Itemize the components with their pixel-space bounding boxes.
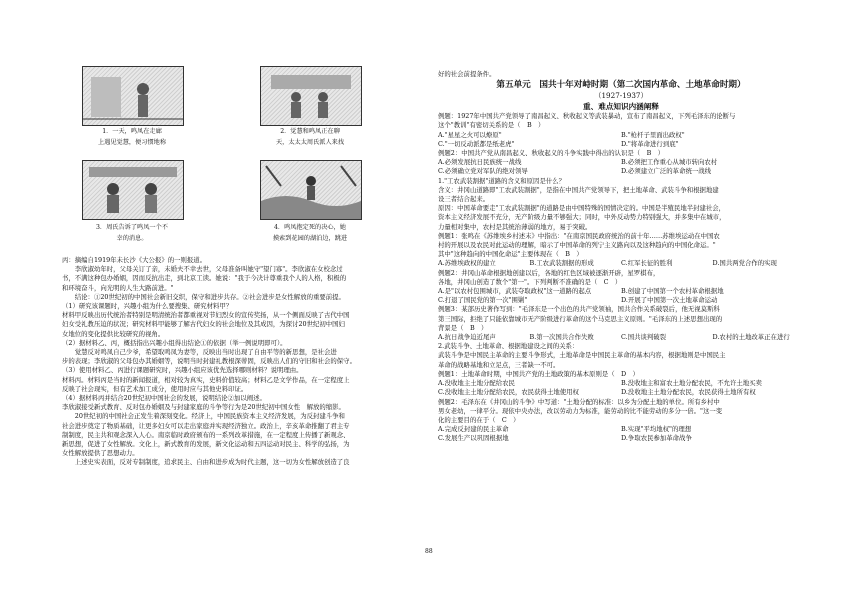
option: D."将革命进行到底" (621, 139, 679, 148)
left-line-16: 李欣淑接受新式教育、反对包办婚姻及与封建家庭的斗争等行为是20世纪初中国女性 解放的缩影。 (62, 403, 345, 412)
option: B.没收地主和富农土地分配农民，不允许土地买卖 (621, 379, 762, 388)
right-line-11: 其中"这种趋向的中国化命运"主要体现在（ B ） (438, 250, 583, 259)
unit-title: 第五单元 国共十年对峙时期（第二次国内革命、土地革命时期） (496, 80, 746, 91)
right-line-0: 例题：1927年中国共产党领导了南昌起义、秋收起义等武装暴动，宣布了南昌起义，下列毛泽东的论断与 (438, 112, 736, 121)
left-line-2: 书，不满这种包办婚姻，因而反抗出走，到北京工读。她说："我于今决计尊重我个人的人格，积极的 (62, 274, 347, 283)
option: A.是"以农村包围城市，武装夺取政权"这一道路的起点 (438, 287, 592, 296)
unit-years: （1927-1937） (594, 91, 648, 101)
left-line-10: 觉慧反对鸣凤自己少爷，希望取鸣凤为妻等，反映出当时出现了自由平等的新思想，是社会进 (62, 348, 337, 357)
option: C.必须确立党对军队的绝对领导 (438, 167, 528, 176)
left-line-22: 上述史实表面，反对专制制度，追求民主、自由和进步成为时代主题，这一切为女性解放创造了良 (62, 458, 350, 467)
option: C.发展生产以巩固根据地 (438, 434, 509, 443)
caption-2: 2．觉慧和鸣凤正在聊 天，太太太周氏派人来找 (275, 128, 345, 146)
option: A.必须发展抗日民族统一战线 (438, 158, 522, 167)
option-row (438, 379, 804, 388)
right-line-15: 第三国际，拒绝了只能依靠城市无产阶级进行革命的这个马克思主义原则。"毛泽东的上述思想出现的 (438, 314, 723, 323)
right-line-22: 男女老幼，一律平分。现依中央办法，改以劳动力为标准，能劳动的比不能劳动的多分一倍。"这一变 (438, 406, 723, 415)
left-line-20: 新思想，促进了女性解放。文化上，新式教育的发展，新文化运动和五四运动对民主、科学的弘扬，为 (62, 440, 350, 449)
option: A.完成反封建的民主革命 (438, 425, 509, 434)
option: A.没收地主土地分配给农民 (438, 379, 515, 388)
option: D.争取农民参加革命战争 (621, 434, 692, 443)
right-line-2: 例题2：中国共产党从南昌起义、秋收起义的斗争实践中得出的认识是（ B ） (438, 149, 665, 158)
right-line-13: 各地，井冈山创造了数个"第一"。下列判断不准确的是（ C ） (438, 277, 622, 286)
option: A.苏维埃政权的建立 (438, 259, 496, 268)
left-line-14: 反映了社会现实，但有艺术加工成分，使用时应与其他史料印证。 (62, 384, 248, 393)
option: C.没收地主土地分配给农民，农民获得土地使用权 (438, 388, 579, 397)
left-line-1: 李欣淑幼年时，父母关订了亲，未婚夫不幸去世，父母准备叫她守"望门寡"。李欣淑在女校念过 (62, 265, 343, 274)
option-row (438, 388, 804, 397)
left-line-6: 材料甲反映出历代统治者特别是明清统治者都重视对节妇烈女的宣传奖扬，从一个侧面反映了古代中国 (62, 311, 350, 320)
right-line-5: 设三者结合起来。 (438, 195, 490, 204)
right-line-17: 2.武装斗争、土地革命、根据地建设之间的关系： (438, 342, 579, 351)
option-row (438, 167, 804, 176)
right-line-18: 武装斗争是中国民主革命的主要斗争形式，土地革命是中国民主革命的基本内容，根据地则是中国民主 (438, 351, 726, 360)
option: B.创建了中国第一个农村革命根据地 (621, 287, 724, 296)
caption-1: 1．一天，鸣凤在走廊 上遇见觉慧，便习惯地称 (97, 128, 167, 146)
left-line-18: 社会进步奠定了物质基础，让更多妇女可以走出家庭并实现经济独立。政治上，辛亥革命推翻了君主专 (62, 421, 350, 430)
right-line-19: 革命的战略基地和立足点，三者缺一不可。 (438, 360, 560, 369)
right-text (438, 112, 804, 443)
right-line-12: 例题2：井冈山革命根据地创建以后，各地的红色区域被逐渐开辟，星罗棋布， (438, 268, 660, 277)
left-line-9: （2）据材料乙、丙，概括指出兴趣小组得出结论①的依据（举一例说明即可）。 (62, 338, 287, 347)
section-title: 重、难点知识内涵阐释 (583, 102, 659, 112)
option: B."枪杆子里面出政权" (621, 130, 685, 139)
left-line-3: 和环境奋斗，向光明的人生大路前进。" (62, 283, 174, 292)
right-line-4: 含义：井冈山道路即"工农武装割据"，是指在中国共产党领导下，把土地革命、武装斗争和根据地建 (438, 185, 719, 194)
caption-4: 4．鸣凤抱定死的决心，她 摸索到花园的湖泊边，跳进 (272, 224, 348, 242)
option-row (438, 434, 804, 443)
option-row (438, 425, 804, 434)
option-row (438, 287, 804, 296)
left-line-19: 制制度，民主共和观念深入人心。南京临时政府颁布的一系列改革措施，在一定程度上传播了新观念、 (62, 430, 350, 439)
option: C."一切反动派都是纸老虎" (438, 139, 515, 148)
option: A."星星之火可以燎原" (438, 130, 502, 139)
option: D.没收地主土地分配农民，农民获得土地所有权 (621, 388, 756, 397)
right-line-1: 这个"教训"有密切关系的是（ B ） (438, 121, 545, 130)
page-number: 88 (425, 548, 433, 555)
left-line-5: （1）研究该课题时，兴趣小组为什么要搜集、研究材料甲？ (62, 302, 233, 311)
option-row (438, 333, 804, 342)
right-line-21: 例题2：毛泽东在《井冈山的斗争》中写道："土地分配的标准：以乡为分配土地的单位。所有乡村中 (438, 397, 720, 406)
illustration-1 (82, 66, 184, 126)
option: D.开展了中国第一次土地革命运动 (621, 296, 718, 305)
option: C.国共谈判破裂 (621, 333, 667, 342)
right-line-6: 原因：中国革命要走"工农武装割据"的道路是由中国特殊的国情决定的。中国是半殖民地半封建社会， (438, 204, 726, 213)
illustration-4 (260, 160, 362, 220)
option: A.抗日战争迫近尾声 (438, 333, 496, 342)
option: D.农村的土地改革正在进行 (712, 333, 790, 342)
left-text (62, 256, 429, 468)
left-line-0: 丙：摘编自1919年未长沙《大公报》的一则报道。 (62, 256, 207, 264)
right-column (438, 70, 804, 444)
option: B.第一次国共合作失败 (529, 333, 594, 342)
left-line-11: 步的表现；李欣淑的父母包办其婚姻等，说明当时封建礼教根深蒂固，反映出人们的守旧和社会的保守。 (62, 357, 356, 366)
left-line-12: （3）使用材料乙、丙进行课题研究时，兴趣小组应该优先选择哪则材料？说明理由。 (62, 366, 303, 375)
right-line-16: 背景是（ B ） (438, 323, 488, 332)
right-line-14: 例题3：某部历史著作写到："毛泽东是一个出色的共产党领袖，国共合作关系破裂后，他无视莫斯科 (438, 305, 720, 314)
right-line-23: 化的主要目的在于（ C ） (438, 415, 520, 424)
option-row (438, 131, 804, 140)
illustration-2 (260, 66, 362, 126)
left-line-13: 材料丙。材料丙是当时的新闻报道，相对较为真实，史料价值较高；材料乙是文学作品，在一定程度上 (62, 375, 350, 384)
left-line-15: （4）据材料丙并结合20世纪初中国社会的发展，说明结论②加以阐述。 (62, 394, 266, 403)
left-line-17: 20世纪初的中国社会正发生着深刻变化。经济上，中国民族资本主义经济发展，为反封建斗争和 (62, 412, 345, 421)
option: C.红军长征的胜利 (621, 259, 673, 268)
option: B.实现"平均地权"的理想 (621, 425, 692, 434)
option-row (438, 259, 804, 268)
left-line-8: 女地位的变化提供比较研究的视角。 (62, 329, 165, 338)
right-line-9: 例题1：张鸣在《苏维埃乡村述末》中指出："在南京国民政府统治的前十年……苏维埃运动在中国农 (438, 231, 720, 240)
lead-line: 好的社会前提条件。 (438, 70, 496, 78)
option-row (438, 140, 804, 149)
right-line-20: 例题1：土地革命时期，中国共产党的土地政策的基本原则是（ D ） (438, 369, 639, 378)
left-column (62, 62, 429, 468)
illustration-3 (82, 160, 184, 220)
option: D.必须建立广泛的革命统一战线 (621, 167, 712, 176)
left-line-21: 女性解放提供了思想动力。 (62, 449, 139, 458)
option: C.打退了国民党的第一次"围剿" (438, 296, 528, 305)
right-line-7: 资本主义经济发展不充分，无产阶级力量不够强大；同时，中外反动势力特别强大，并多集中在城市， (438, 213, 726, 222)
illustration-grid (62, 62, 429, 256)
left-line-7: 妇女受礼教压迫的状况；研究材料甲能够了解古代妇女的社会地位及其成因，为探讨20世纪初中国妇 (62, 320, 345, 329)
right-line-10: 村的开展以及农民对此运动的理解，暗示了中国革命的列宁主义路向以及这种趋向的中国化命运。" (438, 241, 716, 250)
option: D.国共两党合作的实现 (712, 259, 777, 268)
caption-3: 3．周氏告诉了鸣凤一个不 幸的消息。 (96, 224, 168, 242)
right-line-3: 1."工农武装割据"道路的含义和原因是什么？ (438, 176, 566, 185)
option: B.工农武装割据的形成 (529, 259, 594, 268)
option: B.必须把工作重心从城市转向农村 (621, 158, 718, 167)
right-line-8: 力量相对集中，农村是其统治薄弱的地方，易于突破。 (438, 222, 592, 231)
left-line-4: 结论：①20世纪初的中国社会新旧交织，保守和进步共存。②社会进步是女性解放的重要前提。 (62, 292, 345, 301)
option-row (438, 296, 804, 305)
